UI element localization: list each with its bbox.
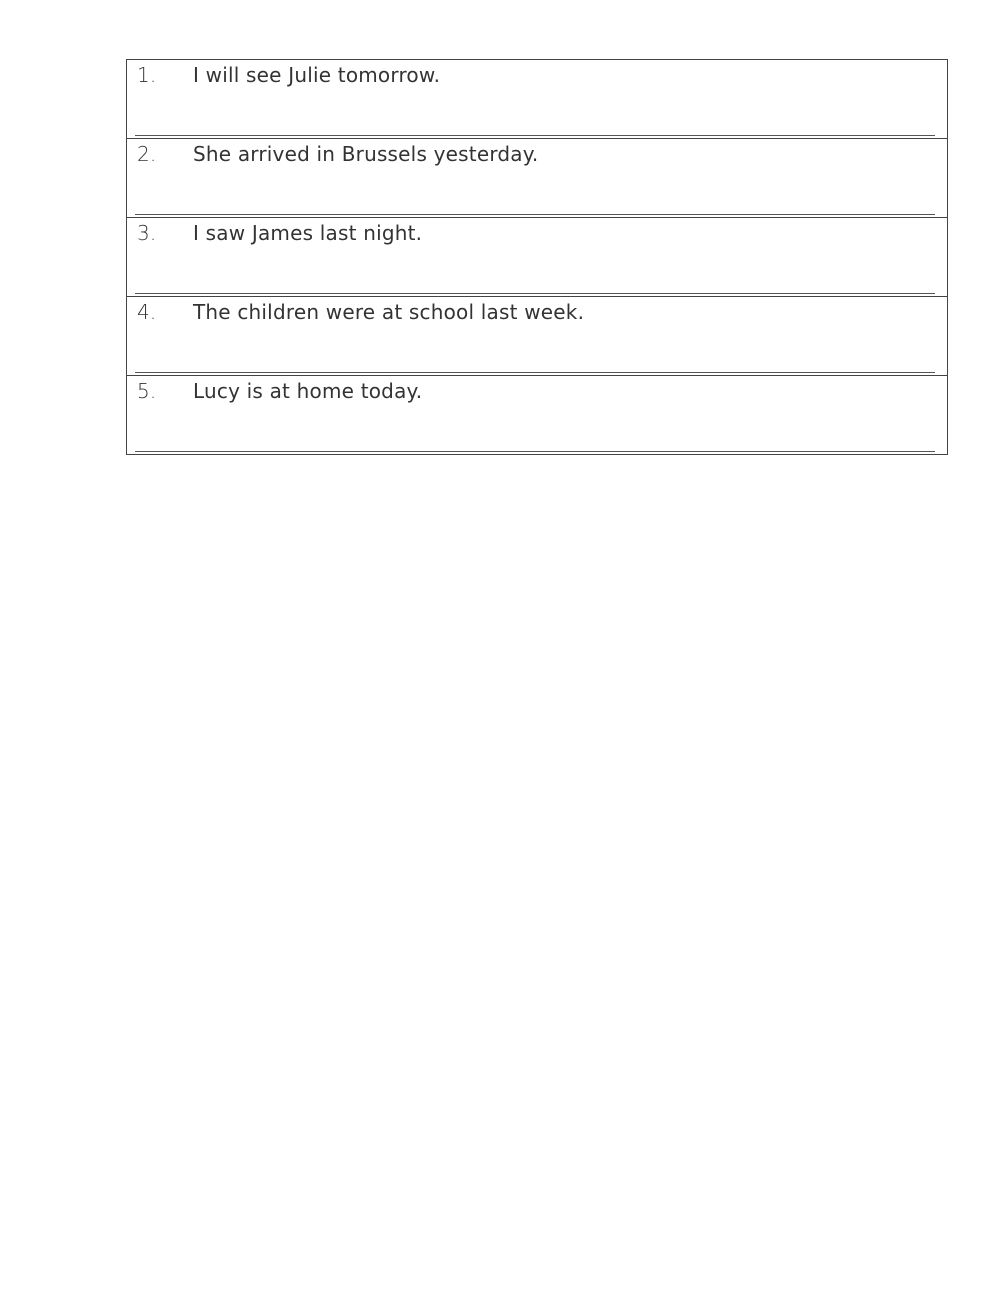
answer-line[interactable] xyxy=(135,293,935,294)
exercise-row xyxy=(127,139,947,218)
answer-line[interactable] xyxy=(135,214,935,215)
exercise-row xyxy=(127,218,947,297)
item-number: 5. xyxy=(137,379,157,403)
exercise-row xyxy=(127,297,947,376)
exercise-row xyxy=(127,60,947,139)
exercise-row xyxy=(127,376,947,454)
item-number: 3. xyxy=(137,221,157,245)
answer-line[interactable] xyxy=(135,451,935,452)
item-number: 4. xyxy=(137,300,157,324)
item-sentence: The children were at school last week. xyxy=(193,300,585,324)
item-sentence: I saw James last night. xyxy=(193,221,423,245)
answer-line[interactable] xyxy=(135,372,935,373)
answer-line[interactable] xyxy=(135,135,935,136)
item-number: 1. xyxy=(137,63,157,87)
item-sentence: She arrived in Brussels yesterday. xyxy=(193,142,539,166)
item-number: 2. xyxy=(137,142,157,166)
item-sentence: I will see Julie tomorrow. xyxy=(193,63,441,87)
exercise-table xyxy=(126,59,948,455)
item-sentence: Lucy is at home today. xyxy=(193,379,423,403)
